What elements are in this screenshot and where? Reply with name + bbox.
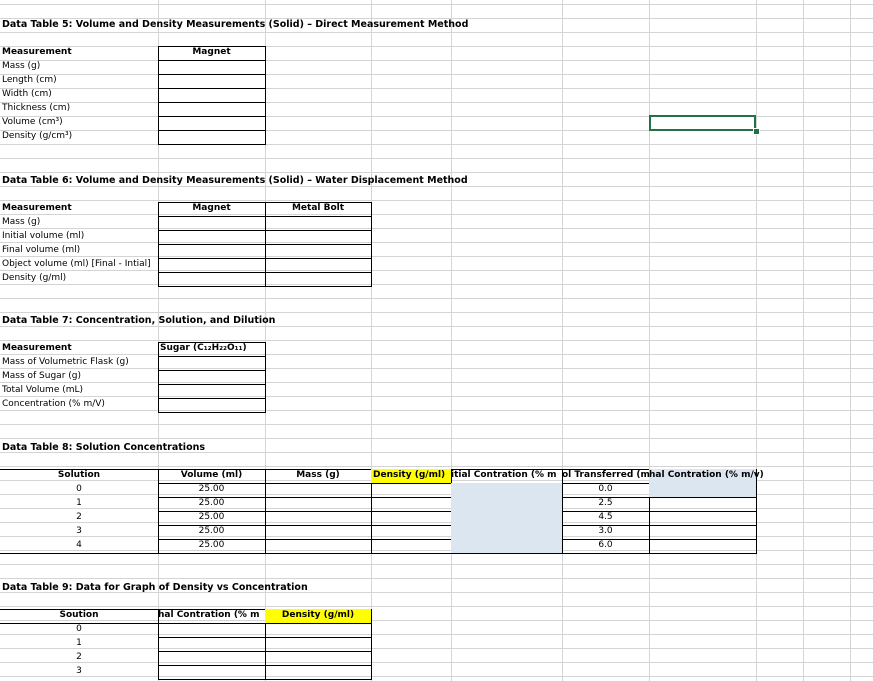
- table6-header-metal-bolt: Metal Bolt: [291, 203, 345, 213]
- table7-row-label: Concentration (% m/V): [2, 399, 105, 409]
- table5-row-label: Width (cm): [2, 89, 52, 99]
- table8-solution-cell: 3: [76, 526, 82, 536]
- gridline-row: [0, 60, 873, 61]
- table7-row-label: Mass of Sugar (g): [2, 371, 81, 381]
- table8-transferred-cell: 6.0: [598, 540, 613, 550]
- table8-initial-conc-input-area[interactable]: [451, 483, 562, 553]
- table8-transferred-cell: 0.0: [598, 484, 613, 494]
- table8-solution-cell: 2: [76, 512, 82, 522]
- gridline-row: [0, 424, 873, 425]
- table8-header-final-conc: hal Contration (% m/v): [649, 470, 764, 480]
- table5-border-right-hline: [158, 60, 266, 61]
- table5-border-right-hline: [158, 144, 266, 145]
- gridline-row: [0, 466, 873, 467]
- gridline-row: [0, 410, 873, 411]
- table8-header-initial-conc: itial Contration (% m: [451, 470, 557, 480]
- gridline-row: [0, 228, 873, 229]
- table5-row-label: Length (cm): [2, 75, 57, 85]
- table9-solution-cell: 1: [76, 638, 82, 648]
- table5-header-measurement: Measurement: [2, 47, 72, 57]
- table5-border-right-vline: [265, 46, 266, 145]
- table5-border-right-hline: [158, 130, 266, 131]
- table8-header-volume: Volume (ml): [180, 470, 243, 480]
- table5-row-label: Volume (cm³): [2, 117, 63, 127]
- table7-row-label: Total Volume (mL): [2, 385, 84, 395]
- gridline-row: [0, 256, 873, 257]
- table7-title: Data Table 7: Concentration, Solution, and Dilution: [2, 315, 276, 326]
- table7-border-right-hline: [158, 398, 266, 399]
- gridline-row: [0, 340, 873, 341]
- table6-row-label: Object volume (ml) [Final - Intial]: [2, 259, 151, 269]
- table9-solution-cell: 0: [76, 624, 82, 634]
- table7-border-right-hline: [158, 356, 266, 357]
- selected-cell[interactable]: [649, 115, 756, 131]
- table6-title: Data Table 6: Volume and Density Measurements (Solid) – Water Displacement Method: [2, 175, 468, 186]
- table7-header-sugar: Sugar (C₁₂H₂₂O₁₁): [160, 343, 247, 353]
- table5-border-right-hline: [158, 102, 266, 103]
- table7-border-right-hline: [158, 370, 266, 371]
- table8-transferred-cell: 3.0: [598, 526, 613, 536]
- gridline-row: [0, 312, 873, 313]
- table9-header-final-conc: hal Contration (% m: [158, 610, 260, 620]
- gridline-row: [0, 564, 873, 565]
- gridline-row: [0, 298, 873, 299]
- table8-volume-cell: 25.00: [198, 512, 225, 522]
- gridline-row: [0, 382, 873, 383]
- table9-border-vline: [371, 609, 372, 680]
- table8-volume-cell: 25.00: [198, 484, 225, 494]
- gridline-row: [0, 284, 873, 285]
- table5-title: Data Table 5: Volume and Density Measurements (Solid) – Direct Measurement Method: [2, 19, 469, 30]
- gridline-row: [0, 172, 873, 173]
- gridline-row: [0, 368, 873, 369]
- table8-transferred-cell: 4.5: [598, 512, 613, 522]
- gridline-row: [0, 144, 873, 145]
- table7-header-measurement: Measurement: [2, 343, 72, 353]
- fill-handle[interactable]: [753, 128, 760, 135]
- table8-solution-cell: 0: [76, 484, 82, 494]
- table8-header-solution: Solution: [57, 470, 101, 480]
- table8-title: Data Table 8: Solution Concentrations: [2, 442, 206, 453]
- table6-border-right-vline: [371, 202, 372, 287]
- table8-solution-cell: 4: [76, 540, 82, 550]
- table9-solution-cell: 3: [76, 666, 82, 676]
- table9-solution-cell: 2: [76, 652, 82, 662]
- table8-header-density: Density (g/ml): [373, 470, 446, 480]
- gridline-row: [0, 578, 873, 579]
- table5-row-label: Density (g/cm³): [2, 131, 73, 141]
- gridline-row: [0, 200, 873, 201]
- table5-header-magnet: Magnet: [192, 47, 231, 57]
- gridline-row: [0, 396, 873, 397]
- table7-border-right-hline: [158, 412, 266, 413]
- table5-border-right-hline: [158, 74, 266, 75]
- table5-border-right-vline: [158, 46, 159, 145]
- table8-header-transferred: ol Transferred (m: [562, 470, 650, 480]
- table8-transferred-cell: 2.5: [598, 498, 613, 508]
- table8-volume-cell: 25.00: [198, 540, 225, 550]
- table5-row-label: Mass (g): [2, 61, 41, 71]
- table7-border-right-vline: [265, 342, 266, 413]
- gridline-row: [0, 102, 873, 103]
- gridline-row: [0, 606, 873, 607]
- table8-volume-cell: 25.00: [198, 498, 225, 508]
- gridline-row: [0, 4, 873, 5]
- gridline-row: [0, 438, 873, 439]
- table6-row-label: Final volume (ml): [2, 245, 81, 255]
- gridline-row: [0, 32, 873, 33]
- table8-border-hline: [158, 553, 757, 554]
- gridline-row: [0, 158, 873, 159]
- table7-border-right-hline: [158, 384, 266, 385]
- table8-header-mass: Mass (g): [296, 470, 340, 480]
- table8-solution-cell: 1: [76, 498, 82, 508]
- table7-row-label: Mass of Volumetric Flask (g): [2, 357, 129, 367]
- table5-border-right-hline: [158, 116, 266, 117]
- table5-border-right-hline: [158, 88, 266, 89]
- table6-row-label: Initial volume (ml): [2, 231, 85, 241]
- gridline-row: [0, 242, 873, 243]
- table6-row-label: Density (g/ml): [2, 273, 67, 283]
- table9-title: Data Table 9: Data for Graph of Density vs Concentration: [2, 582, 308, 593]
- gridline-row: [0, 74, 873, 75]
- table6-header-magnet: Magnet: [192, 203, 231, 213]
- table8-volume-cell: 25.00: [198, 526, 225, 536]
- table6-row-label: Mass (g): [2, 217, 41, 227]
- table6-header-measurement: Measurement: [2, 203, 72, 213]
- gridline-row: [0, 88, 873, 89]
- table5-row-label: Thickness (cm): [2, 103, 71, 113]
- table8-border-hline: [0, 553, 158, 554]
- table9-header-solution: Soution: [59, 610, 99, 620]
- table9-header-density: Density (g/ml): [281, 610, 355, 620]
